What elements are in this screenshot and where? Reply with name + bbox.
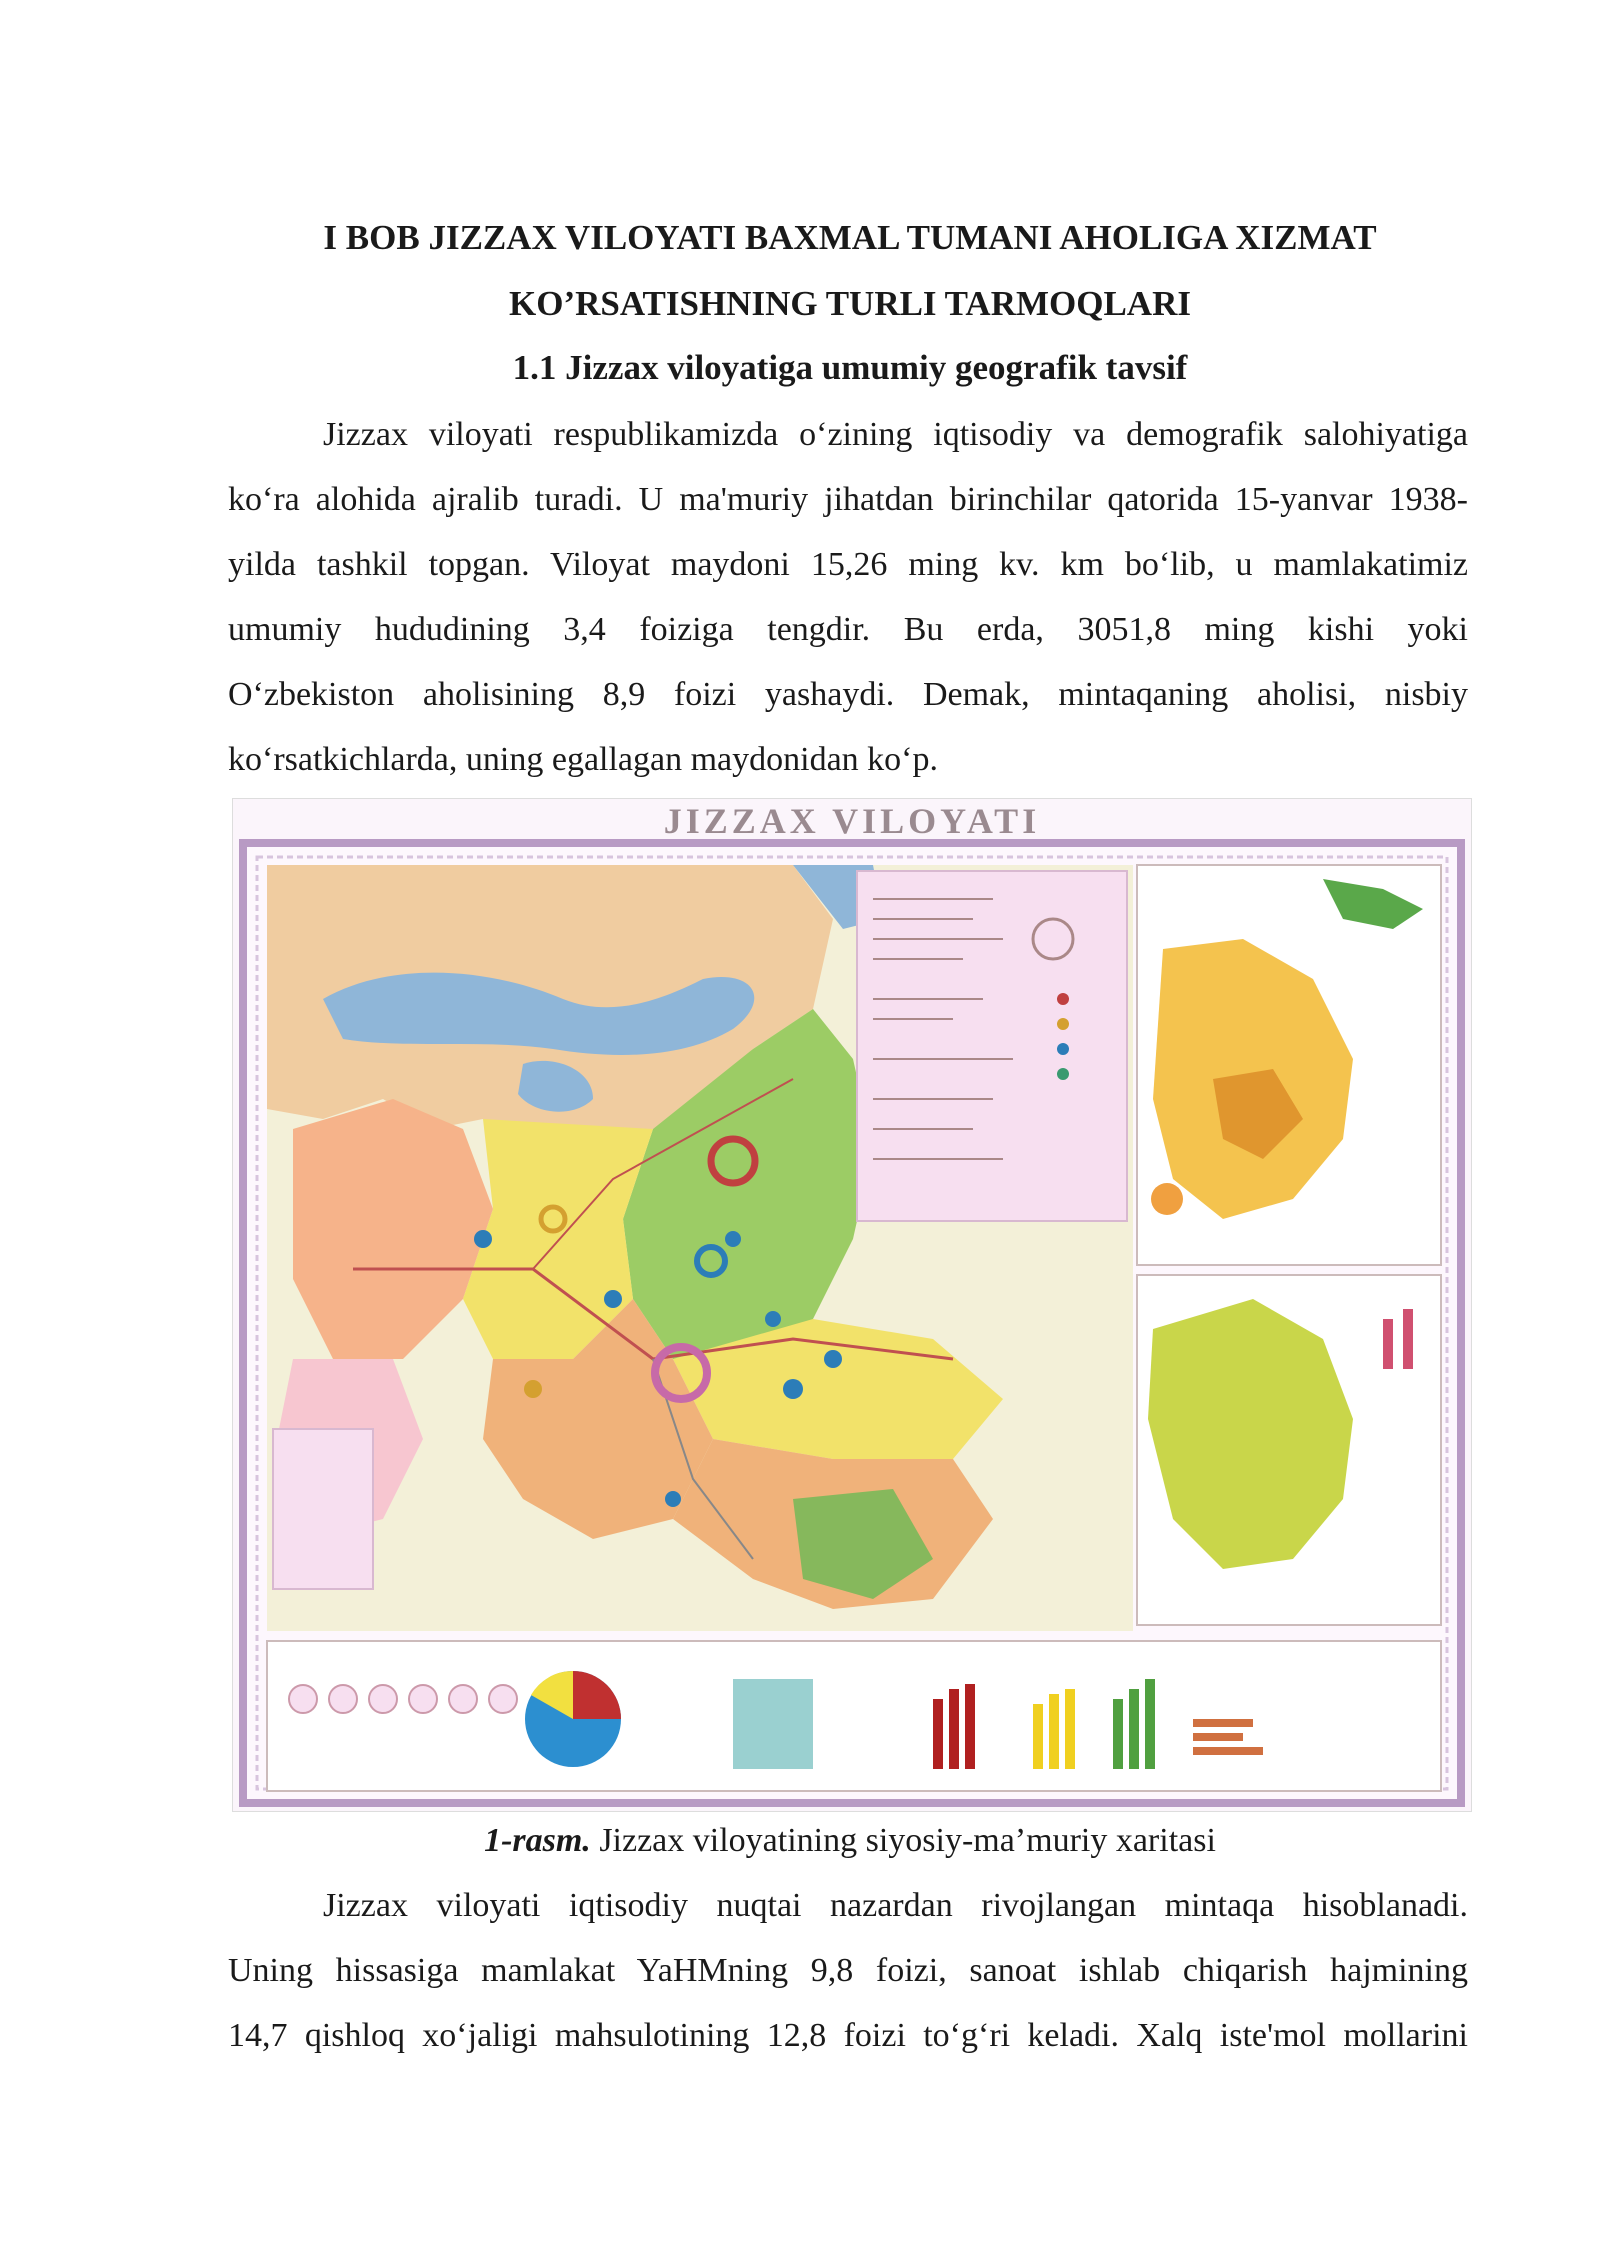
map-legend-panel — [857, 871, 1127, 1221]
chapter-title-line-2: KO’RSATISHNING TURLI TARMOQLARI — [509, 284, 1191, 323]
paragraph-1 — [228, 402, 1468, 792]
paragraph-line: ko‘ra alohida ajralib turadi. U ma'muriy jihatdan birinchilar qatorida 15-yanvar 1938- — [228, 481, 1468, 518]
paragraph-2 — [228, 1873, 1468, 2068]
map-figure — [232, 798, 1472, 1812]
paragraph-line: ko‘rsatkichlarda, uning egallagan maydonidan ko‘p. — [228, 741, 938, 778]
paragraph-line: Uning hissasiga mamlakat YaHMning 9,8 foizi, sanoat ishlab chiqarish hajmining — [228, 1952, 1468, 1989]
paragraph-line: Jizzax viloyati respublikamizda o‘zining iqtisodiy va demografik salohiyatiga — [323, 416, 1468, 453]
paragraph-line: yilda tashkil topgan. Viloyat maydoni 15,26 ming kv. km bo‘lib, u mamlakatimiz — [228, 546, 1468, 583]
figure-caption-label: 1-rasm. — [484, 1822, 591, 1859]
paragraph-line: umumiy hududining 3,4 foiziga tengdir. Bu erda, 3051,8 ming kishi yoki — [228, 611, 1468, 648]
map-image — [233, 799, 1471, 1811]
section-title: 1.1 Jizzax viloyatiga umumiy geografik tavsif — [512, 348, 1188, 387]
figure-caption-text: Jizzax viloyatining siyosiy-ma’muriy xaritasi — [590, 1822, 1216, 1859]
map-title: JIZZAX VILOYATI — [663, 801, 1041, 841]
paragraph-line: Jizzax viloyati iqtisodiy nuqtai nazardan rivojlangan mintaqa hisoblanadi. — [323, 1887, 1468, 1924]
figure-caption — [180, 1822, 1520, 1860]
bottom-chart-strip — [267, 1641, 1441, 1791]
chapter-title-line-1: I BOB JIZZAX VILOYATI BAXMAL TUMANI AHOLIGA XIZMAT — [323, 218, 1377, 257]
paragraph-line: 14,7 qishloq xo‘jaligi mahsulotining 12,8 foizi to‘g‘ri keladi. Xalq iste'mol mollarini — [228, 2017, 1468, 2054]
paragraph-line: O‘zbekiston aholisining 8,9 foizi yashaydi. Demak, mintaqaning aholisi, nisbiy — [228, 676, 1468, 713]
